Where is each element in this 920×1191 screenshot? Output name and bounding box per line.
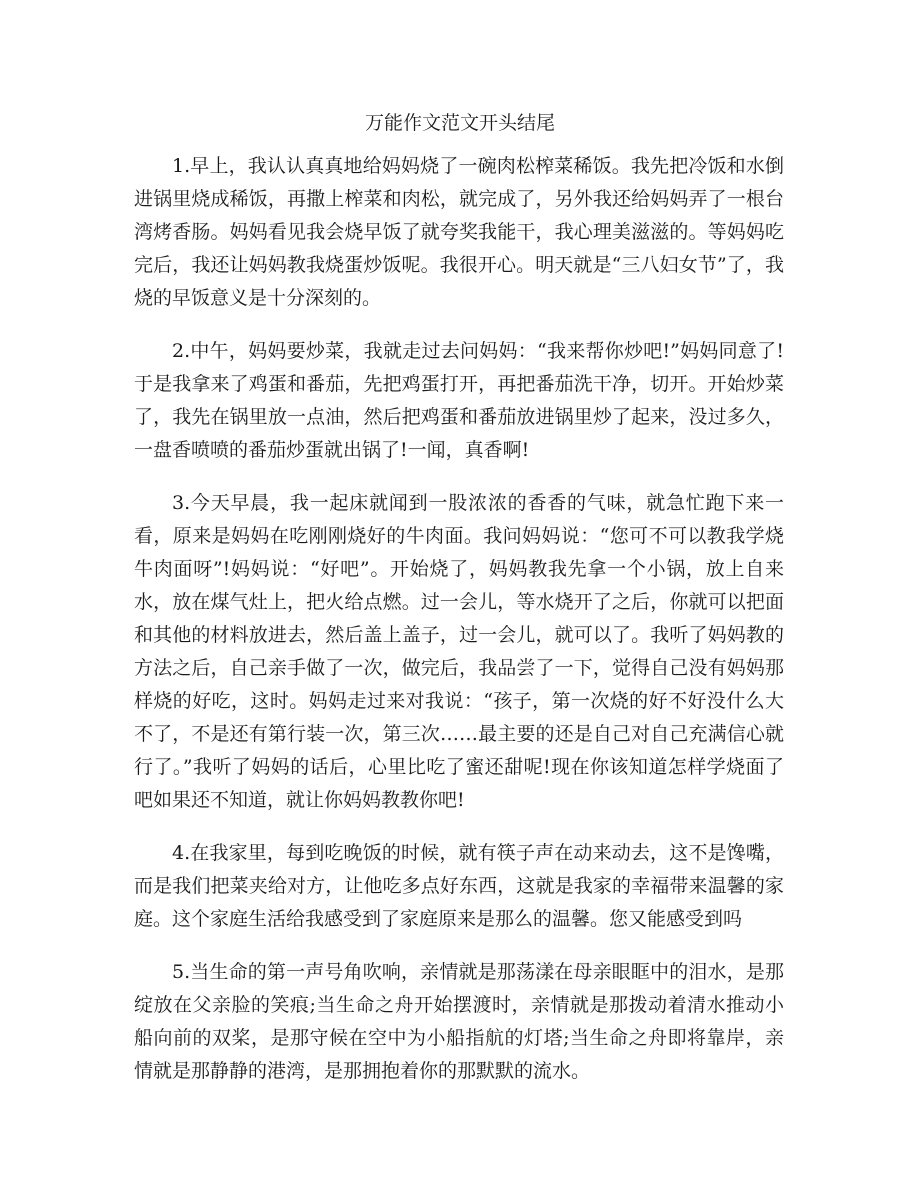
document-body [134,150,784,1108]
document-title: 万能作文范文开头结尾 [364,112,555,134]
paragraph-2: 2.中午，妈妈要炒菜，我就走过去问妈妈：“我来帮你炒吧!”妈妈同意了!于是我拿来了鸡蛋和番茄，先把鸡蛋打开，再把番茄洗干净，切开。开始炒菜了，我先在锅里放一点油，然后把鸡蛋和番茄放进锅里炒了起来，没过多久，一盘香喷喷的番茄炒蛋就出锅了!一闻，真香啊! [134,340,784,461]
paragraph-1: 1.早上，我认认真真地给妈妈烧了一碗肉松榨菜稀饭。我先把冷饭和水倒进锅里烧成稀饭，再撒上榨菜和肉松，就完成了，另外我还给妈妈弄了一根台湾烤香肠。妈妈看见我会烧早饭了就夸奖我能干，我心理美滋滋的。等妈妈吃完后，我还让妈妈教我烧蛋炒饭呢。我很开心。明天就是“三八妇女节”了，我烧的早饭意义是十分深刻的。 [134,155,784,309]
paragraph-4: 4.在我家里，每到吃晚饭的时候，就有筷子声在动来动去，这不是馋嘴，而是我们把菜夹给对方，让他吃多点好东西，这就是我家的幸福带来温馨的家庭。这个家庭生活给我感受到了家庭原来是那么的温馨。您又能感受到吗 [134,842,784,930]
paragraph-5: 5.当生命的第一声号角吹响，亲情就是那荡漾在母亲眼眶中的泪水，是那绽放在父亲脸的笑痕;当生命之舟开始摆渡时，亲情就是那拨动着清水推动小船向前的双桨，是那守候在空中为小船指航的灯塔;当生命之舟即将靠岸，亲情就是那静静的港湾，是那拥抱着你的那默默的流水。 [134,961,784,1082]
paragraph-3: 3.今天早晨，我一起床就闻到一股浓浓的香香的气味，就急忙跑下来一看，原来是妈妈在吃刚刚烧好的牛肉面。我问妈妈说：“您可不可以教我学烧牛肉面呀”!妈妈说：“好吧”。开始烧了，妈妈教我先拿一个小锅，放上自来水，放在煤气灶上，把火给点燃。过一会儿，等水烧开了之后，你就可以把面和其他的材料放进去，然后盖上盖子，过一会儿，就可以了。我听了妈妈教的方法之后，自己亲手做了一次，做完后，我品尝了一下，觉得自己没有妈妈那样烧的好吃，这时。妈妈走过来对我说：“孩子，第一次烧的好不好没什么大不了，不是还有第行装一次，第三次……最主要的还是自己对自己充满信心就行了。”我听了妈妈的话后，心里比吃了蜜还甜呢!现在你该知道怎样学烧面了吧如果还不知道，就让你妈妈教教你吧! [134,492,784,811]
